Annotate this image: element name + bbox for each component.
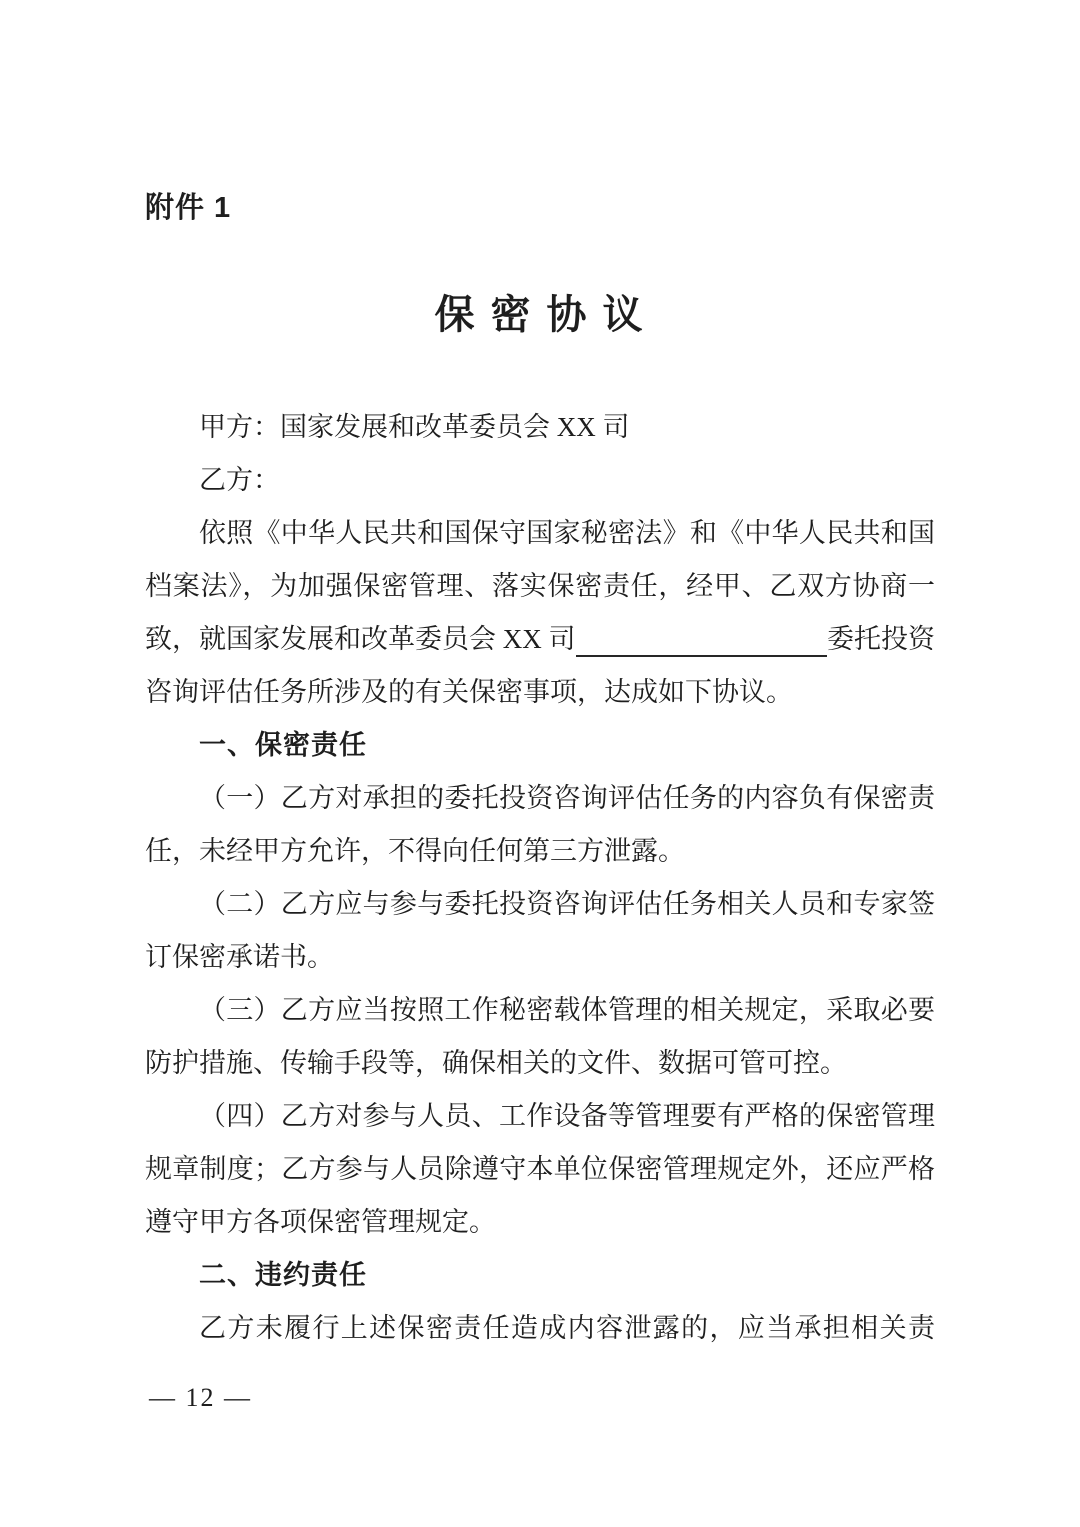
document-line: 任，未经甲方允许，不得向任何第三方泄露。: [145, 836, 685, 866]
document-line: 防护措施、传输手段等，确保相关的文件、数据可管可控。: [145, 1048, 847, 1078]
document-line: 乙方：: [199, 465, 280, 495]
document-line: 订保密承诺书。: [145, 942, 334, 972]
page-number: — 12 —: [149, 1383, 252, 1412]
page-footer: [145, 1382, 935, 1414]
document-line: 咨询评估任务所涉及的有关保密事项，达成如下协议。: [145, 677, 793, 707]
fill-in-blank-underline: [576, 613, 828, 666]
attachment-label: 附件 1: [145, 192, 232, 224]
document-line: 遵守甲方各项保密管理规定。: [145, 1207, 496, 1237]
document-body: [145, 401, 935, 1355]
document-line: 档案法》，为加强保密管理、落实保密责任，经甲、乙双方协商一: [145, 571, 935, 601]
document-line: 规章制度；乙方参与人员除遵守本单位保密管理规定外，还应严格: [145, 1154, 935, 1184]
document-line: [145, 613, 935, 666]
document-line: （四）乙方对参与人员、工作设备等管理要有严格的保密管理: [199, 1101, 935, 1131]
document-line: 甲方：国家发展和改革委员会 XX 司: [199, 412, 630, 442]
document-line: （一）乙方对承担的委托投资咨询评估任务的内容负有保密责: [199, 783, 935, 813]
blank-line-post-text: 委托投资: [827, 624, 935, 654]
blank-line-pre-text: 致，就国家发展和改革委员会 XX 司: [145, 624, 576, 654]
document-title: 保 密 协 议: [434, 292, 646, 337]
document-line: 依照《中华人民共和国保守国家秘密法》和《中华人民共和国: [199, 518, 935, 548]
document-line: （三）乙方应当按照工作秘密载体管理的相关规定，采取必要: [199, 995, 935, 1025]
section-heading: 一、保密责任: [199, 730, 367, 760]
section-heading: 二、违约责任: [199, 1260, 367, 1290]
document-line: 乙方未履行上述保密责任造成内容泄露的，应当承担相关责: [199, 1313, 935, 1343]
document-line: （二）乙方应与参与委托投资咨询评估任务相关人员和专家签: [199, 889, 935, 919]
